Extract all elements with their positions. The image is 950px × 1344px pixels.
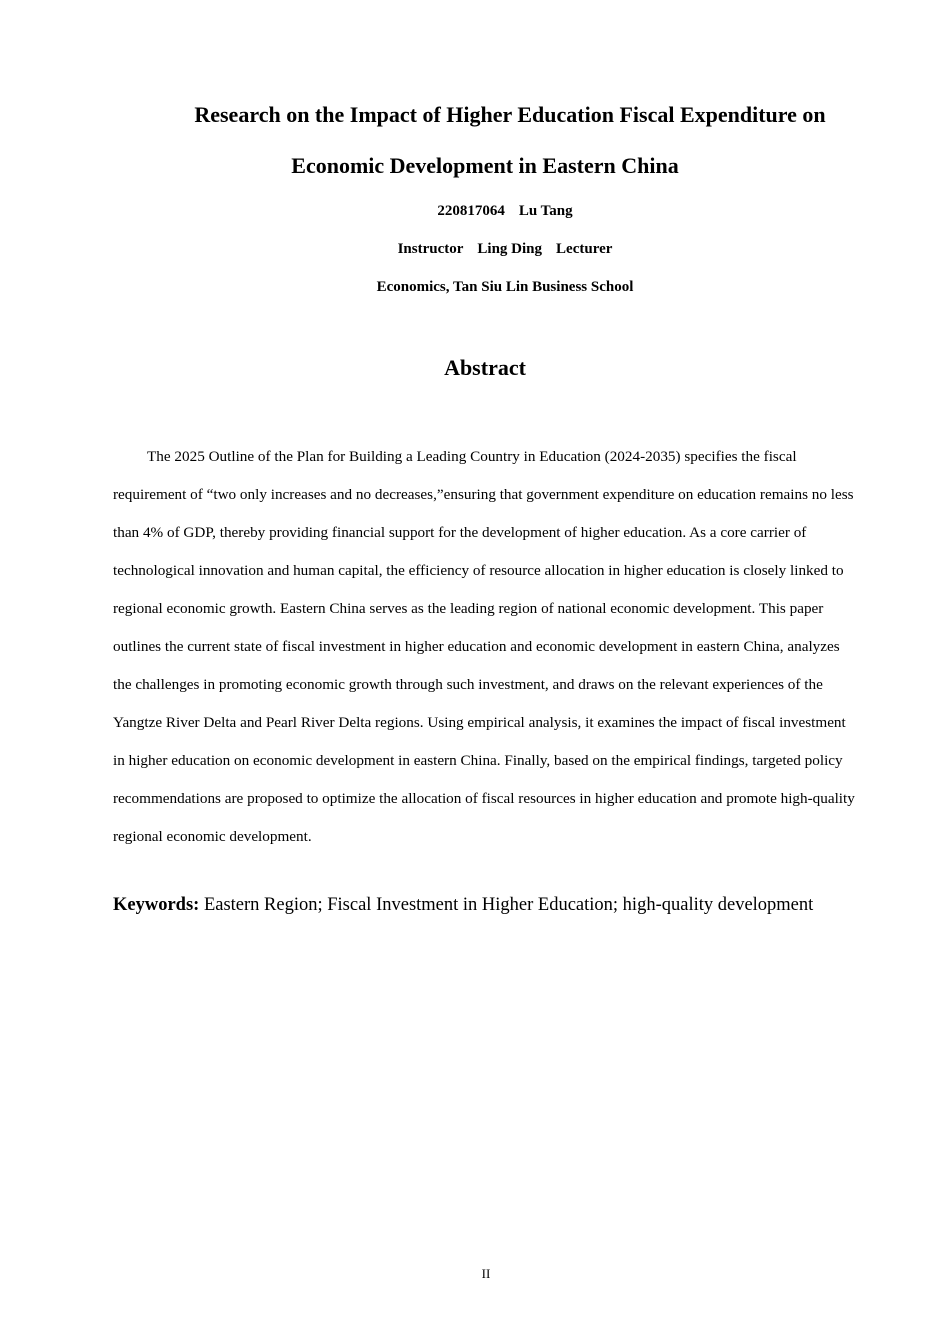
abstract-heading: Abstract — [444, 355, 526, 380]
keywords-text: Eastern Region; Fiscal Investment in Higher Education; high-quality development — [203, 895, 814, 915]
keywords-label: Keywords: — [113, 895, 200, 915]
affiliation: Economics, Tan Siu Lin Business School — [376, 279, 634, 295]
page-number: II — [481, 1266, 491, 1281]
instructor-name: Ling Ding — [477, 241, 543, 257]
paper-title-line-2: Economic Development in Eastern China — [291, 153, 679, 178]
keywords-line — [113, 895, 873, 916]
instructor-label: Instructor — [397, 241, 464, 257]
instructor-line — [30, 241, 950, 258]
instructor-title: Lecturer — [556, 241, 613, 257]
author-line — [30, 203, 950, 220]
paper-title-line-1: Research on the Impact of Higher Education Fiscal Expenditure on — [194, 102, 826, 127]
student-id: 220817064 — [437, 203, 505, 219]
abstract-body: The 2025 Outline of the Plan for Building a Leading Country in Education (2024-2035) specifies the fiscal requirement of “two only increases and no decreases,”ensuring that government expenditure on education remains no less than 4% of GDP, thereby providing financial support for the development of higher education. As a core carrier of technological innovation and human capital, the efficiency of resource allocation in higher education is closely linked to regional economic growth. Eastern China serves as the leading region of national economic development. This paper outlines the current state of fiscal investment in higher education and economic development in eastern China, analyzes the challenges in promoting economic growth through such investment, and draws on the relevant experiences of the Yangtze River Delta and Pearl River Delta regions. Using empirical analysis, it examines the impact of fiscal investment in higher education on economic development in eastern China. Finally, based on the empirical findings, targeted policy recommendations are proposed to optimize the allocation of fiscal resources in higher education and promote high-quality regional economic development. — [113, 448, 855, 845]
author-name: Lu Tang — [518, 203, 573, 219]
